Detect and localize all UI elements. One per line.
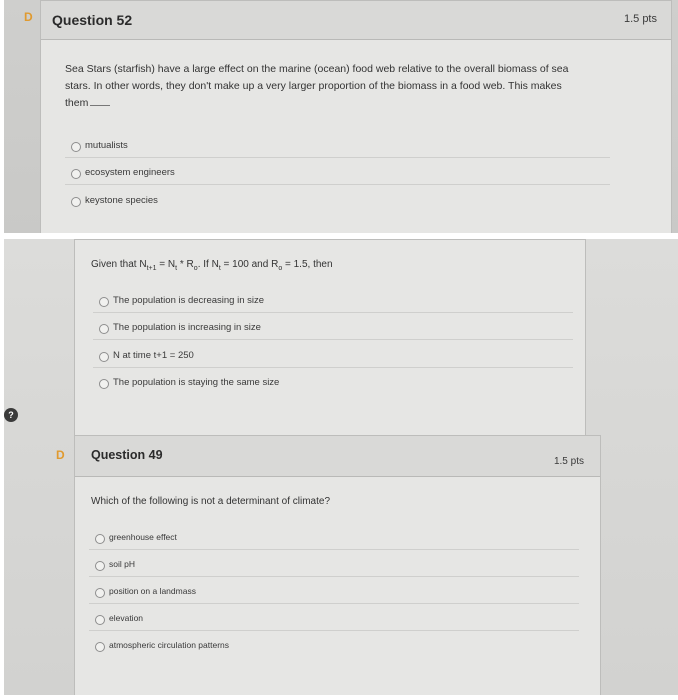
text-part: Given that N [91, 259, 147, 270]
answer-option-label: The population is increasing in size [113, 322, 261, 333]
subscript: t+1 [146, 265, 157, 272]
question-flag-icon[interactable]: D [24, 10, 33, 24]
answer-option-label: soil pH [109, 559, 135, 569]
radio-button[interactable] [95, 615, 105, 625]
radio-button[interactable] [95, 642, 105, 652]
divider [93, 339, 573, 340]
question-card-49 [74, 435, 601, 695]
answer-option[interactable] [71, 140, 601, 158]
radio-button[interactable] [99, 297, 109, 307]
text-part: = 100 and R [220, 259, 279, 270]
radio-button[interactable] [99, 379, 109, 389]
divider [65, 184, 610, 185]
screenshot-photo-bottom [4, 239, 678, 695]
answer-option[interactable] [99, 322, 569, 340]
answer-option[interactable] [95, 586, 575, 604]
question-title: Question 49 [91, 448, 163, 462]
question-text: Which of the following is not a determinant of climate? [91, 496, 331, 507]
question-points: 1.5 pts [553, 456, 584, 467]
answer-option[interactable] [95, 613, 575, 631]
answer-option[interactable] [99, 295, 569, 313]
subscript: o [193, 265, 198, 272]
radio-button[interactable] [71, 142, 81, 152]
question-header [75, 436, 600, 477]
answer-option[interactable] [99, 350, 569, 368]
answer-option-label: position on a landmass [109, 586, 196, 596]
divider [93, 367, 573, 368]
radio-button[interactable] [71, 197, 81, 207]
question-flag-icon[interactable]: D [56, 448, 65, 462]
answer-option-label: N at time t+1 = 250 [113, 350, 194, 361]
radio-button[interactable] [99, 324, 109, 334]
answer-option-label: The population is decreasing in size [113, 295, 265, 306]
question-text [91, 256, 571, 277]
answer-option-label: mutualists [85, 140, 128, 151]
divider [89, 630, 579, 631]
question-card-52 [40, 0, 672, 233]
text-part: * R [177, 259, 194, 270]
answer-option-label: ecosystem engineers [85, 167, 175, 178]
question-text-body: Sea Stars (starfish) have a large effect on the marine (ocean) food web relative to the overall biomass of sea stars. In other words, they don't make up a very larger proportion of the biomass in a food web. This makes them [65, 63, 569, 109]
divider [89, 603, 579, 604]
divider [65, 157, 610, 158]
screenshot-photo-top [4, 0, 678, 233]
answer-option[interactable] [99, 377, 569, 395]
question-title: Question 52 [52, 12, 133, 28]
radio-button[interactable] [99, 352, 109, 362]
divider [89, 549, 579, 550]
question-header [41, 1, 671, 40]
radio-button[interactable] [95, 534, 105, 544]
question-text [65, 61, 585, 112]
help-icon[interactable]: ? [4, 408, 18, 422]
radio-button[interactable] [71, 169, 81, 179]
radio-button[interactable] [95, 588, 105, 598]
subscript: t [175, 265, 178, 272]
answer-blank [90, 105, 110, 106]
subscript: o [278, 265, 283, 272]
radio-button[interactable] [95, 561, 105, 571]
answer-option[interactable] [71, 195, 601, 213]
answer-option[interactable] [71, 167, 601, 185]
text-part: . If N [197, 259, 219, 270]
question-card-population [74, 239, 586, 437]
subscript: t [218, 265, 221, 272]
text-part: = N [156, 259, 176, 270]
question-points: 1.5 pts [623, 13, 657, 25]
answer-option-label: keystone species [85, 195, 158, 206]
answer-option[interactable] [95, 559, 575, 577]
answer-option-label: elevation [109, 613, 144, 623]
text-part: = 1.5, then [282, 259, 333, 270]
answer-option-label: atmospheric circulation patterns [109, 640, 230, 650]
divider [93, 312, 573, 313]
answer-option-label: greenhouse effect [109, 532, 177, 542]
answer-option-label: The population is staying the same size [113, 377, 280, 388]
divider [89, 576, 579, 577]
answer-option[interactable] [95, 532, 575, 550]
answer-option[interactable] [95, 640, 575, 658]
